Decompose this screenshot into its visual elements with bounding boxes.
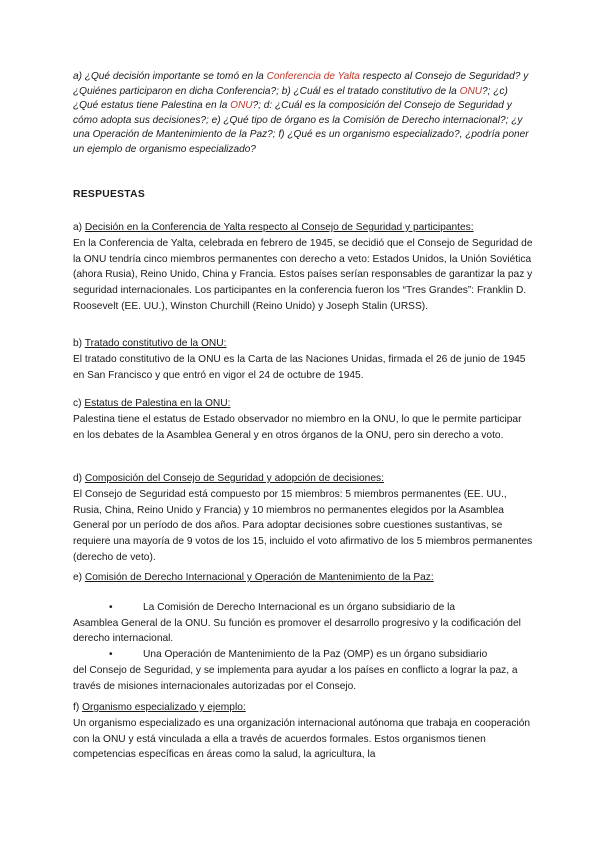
yalta-link[interactable]: Conferencia de Yalta: [266, 71, 360, 82]
answers-heading: RESPUESTAS: [73, 189, 146, 200]
answer-e-title-text: Comisión de Derecho Internacional y Operación de Mantenimiento de la Paz:: [84, 572, 434, 583]
answer-c-title: [73, 396, 533, 412]
answer-d: [73, 471, 533, 566]
answer-b: [73, 336, 533, 383]
question-text-4: ?; d: ¿Cuál es la composición del Consejo de Seguridad y cómo adopta sus decisiones?; e) ¿Qué tipo de órgano es la Comisión de Derecho internacional?; ¿y una Operación de Mantenimiento de la Paz?; f) ¿Qué es un organismo especializado?, ¿podría poner un ejemplo de organismo especializado?: [73, 100, 529, 155]
answer-f-body: Un organismo especializado es una organización internacional autónoma que trabaja en cooperación con la ONU y está vinculada a ella a través de acuerdos formales. Estos organismos tienen competencias específicas en áreas como la salud, la agricultura, la: [73, 717, 531, 761]
bullet-icon: •: [109, 649, 113, 661]
answer-b-title: [73, 336, 533, 352]
answer-f-title: [73, 700, 533, 716]
onu-link-1[interactable]: ONU: [459, 85, 483, 97]
answer-a: [73, 220, 533, 315]
answer-e-bullet-2-first: Una Operación de Mantenimiento de la Paz (OMP) es un órgano subsidiario: [143, 649, 488, 661]
onu-link-2[interactable]: ONU: [230, 100, 253, 111]
answer-a-prefix: a): [73, 222, 85, 233]
question-paragraph: [73, 70, 531, 157]
answer-f: [73, 700, 533, 763]
answer-f-prefix: f): [73, 702, 83, 713]
answer-e-bullet-2-rest: del Consejo de Seguridad, y se implementa para ayudar a los países en conflicto a lograr la paz, a través de misiones internacionales autorizadas por el Consejo.: [73, 664, 518, 692]
answer-a-title: [73, 220, 533, 236]
answer-e-bullet-1-first: La Comisión de Derecho Internacional es un órgano subsidiario de la: [143, 601, 456, 613]
answer-b-body: El tratado constitutivo de la ONU es la Carta de las Naciones Unidas, firmada el 26 de junio de 1945 en San Francisco y que entró en vigor el 24 de octubre de 1945.: [73, 353, 526, 381]
answer-c-title-text: Estatus de Palestina en la ONU:: [84, 398, 231, 409]
answer-c-body: Palestina tiene el estatus de Estado observador no miembro en la ONU, lo que le permite participar en los debates de la Asamblea General y en otros órganos de la ONU, pero sin derecho a voto.: [73, 413, 522, 441]
answer-b-title-text: Tratado constitutivo de la ONU:: [84, 338, 227, 349]
answer-e-title: [73, 570, 533, 586]
answer-d-prefix: d): [73, 473, 85, 484]
answer-e-bullet-2: [73, 647, 533, 694]
answer-e-prefix: e): [73, 572, 85, 583]
answer-a-title-text: Decisión en la Conferencia de Yalta respecto al Consejo de Seguridad y participantes:: [84, 222, 474, 233]
answer-d-body: El Consejo de Seguridad está compuesto por 15 miembros: 5 miembros permanentes (EE. UU., Rusia, China, Reino Unido y Francia) y 10 miembros no permanentes elegidos por la Asamblea General por un período de dos años. Para adoptar decisiones sobre cuestiones sustantivas, se requiere una mayoría de 9 votos de los 15, incluido el voto afirmativo de los 5 miembros permanentes (derecho de veto).: [73, 488, 533, 563]
bullet-icon: •: [109, 601, 113, 613]
question-text-3: ?; ¿c) ¿Qué estatus tiene Palestina en la: [73, 85, 508, 111]
answer-b-prefix: b): [73, 338, 85, 349]
answer-e: [73, 570, 533, 695]
answer-e-bullet-1: [73, 600, 533, 647]
answer-d-title-text: Composición del Consejo de Seguridad y adopción de decisiones:: [84, 473, 384, 484]
answer-d-title: [73, 471, 533, 487]
answer-c-prefix: c): [73, 398, 85, 409]
answer-a-body: En la Conferencia de Yalta, celebrada en febrero de 1945, se decidió que el Consejo de Seguridad de la ONU tendría cinco miembros permanentes con derecho a veto: Estados Unidos, la Unión Soviética (ahora Rusia), Reino Unido, China y Francia. Estos países serían responsables de garantizar la paz y seguridad internacionales. Los participantes en la conferencia fueron los “Tres Grandes”: Franklin D. Roosevelt (EE. UU.), Winston Churchill (Reino Unido) y Joseph Stalin (URSS).: [73, 237, 533, 312]
answer-c: [73, 396, 533, 443]
question-text-1: a) ¿Qué decisión importante se tomó en la: [73, 71, 267, 82]
question-text-2: respecto al Consejo de Seguridad? y ¿Quiénes participaron en dicha Conferencia?; b) ¿Cuál es el tratado constitutivo de la: [73, 71, 529, 97]
answer-f-title-text: Organismo especializado y ejemplo:: [82, 702, 246, 713]
answer-e-bullet-1-rest: Asamblea General de la ONU. Su función es promover el desarrollo progresivo y la codificación del derecho internacional.: [73, 617, 521, 645]
